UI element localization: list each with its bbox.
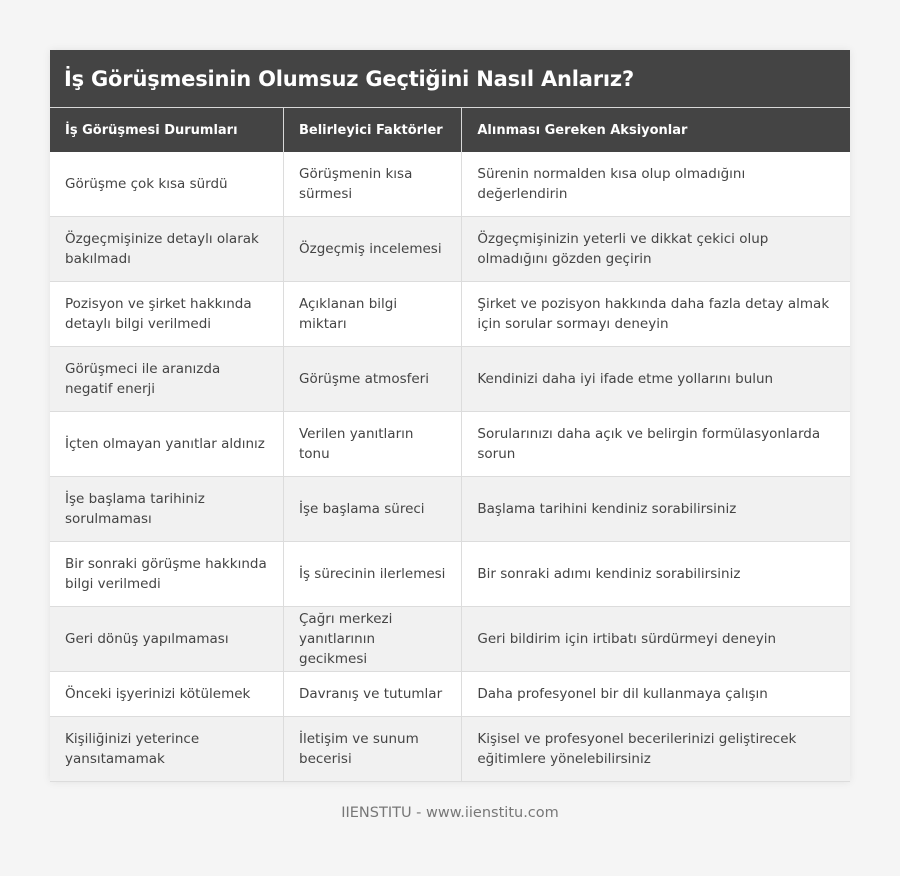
action-cell: Sorularınızı daha açık ve belirgin formülasyonlarda sorun [462,412,850,477]
factor-cell: Açıklanan bilgi miktarı [284,282,462,347]
factor-cell: İletişim ve sunum becerisi [284,717,462,782]
column-header-factors: Belirleyici Faktörler [284,108,462,152]
action-cell: Daha profesyonel bir dil kullanmaya çalışın [462,672,850,717]
table-row [50,217,850,282]
factor-cell: Görüşme atmosferi [284,347,462,412]
factor-cell: Davranış ve tutumlar [284,672,462,717]
situation-cell: İşe başlama tarihiniz sorulmaması [50,477,284,542]
table-row [50,542,850,607]
situation-cell: Kişiliğinizi yeterince yansıtamamak [50,717,284,782]
situation-cell: Bir sonraki görüşme hakkında bilgi verilmedi [50,542,284,607]
table-row [50,412,850,477]
table-row [50,282,850,347]
action-cell: Özgeçmişinizin yeterli ve dikkat çekici olup olmadığını gözden geçirin [462,217,850,282]
action-cell: Geri bildirim için irtibatı sürdürmeyi deneyin [462,607,850,672]
table-row [50,717,850,782]
situation-cell: Geri dönüş yapılmaması [50,607,284,672]
column-header-situations: İş Görüşmesi Durumları [50,108,284,152]
footer-credit: IIENSTITU - www.iienstitu.com [341,805,559,821]
page-title: İş Görüşmesinin Olumsuz Geçtiğini Nasıl Anlarız? [64,66,634,91]
factor-cell: İşe başlama süreci [284,477,462,542]
interview-table [50,108,850,782]
situation-cell: Pozisyon ve şirket hakkında detaylı bilgi verilmedi [50,282,284,347]
action-cell: Sürenin normalden kısa olup olmadığını değerlendirin [462,152,850,217]
situation-cell: İçten olmayan yanıtlar aldınız [50,412,284,477]
table-row [50,347,850,412]
factor-cell: Verilen yanıtların tonu [284,412,462,477]
table-row [50,672,850,717]
table-header-row [50,108,850,152]
action-cell: Bir sonraki adımı kendiniz sorabilirsiniz [462,542,850,607]
factor-cell: Çağrı merkezi yanıtlarının gecikmesi [284,607,462,672]
factor-cell: İş sürecinin ilerlemesi [284,542,462,607]
situation-cell: Görüşmeci ile aranızda negatif enerji [50,347,284,412]
situation-cell: Özgeçmişinize detaylı olarak bakılmadı [50,217,284,282]
action-cell: Kişisel ve profesyonel becerilerinizi geliştirecek eğitimlere yönelebilirsiniz [462,717,850,782]
factor-cell: Özgeçmiş incelemesi [284,217,462,282]
situation-cell: Görüşme çok kısa sürdü [50,152,284,217]
column-header-actions: Alınması Gereken Aksiyonlar [462,108,850,152]
table-card [50,50,850,782]
title-bar [50,50,850,108]
factor-cell: Görüşmenin kısa sürmesi [284,152,462,217]
situation-cell: Önceki işyerinizi kötülemek [50,672,284,717]
table-row [50,152,850,217]
action-cell: Başlama tarihini kendiniz sorabilirsiniz [462,477,850,542]
table-row [50,477,850,542]
action-cell: Şirket ve pozisyon hakkında daha fazla detay almak için sorular sormayı deneyin [462,282,850,347]
action-cell: Kendinizi daha iyi ifade etme yollarını bulun [462,347,850,412]
table-row [50,607,850,672]
